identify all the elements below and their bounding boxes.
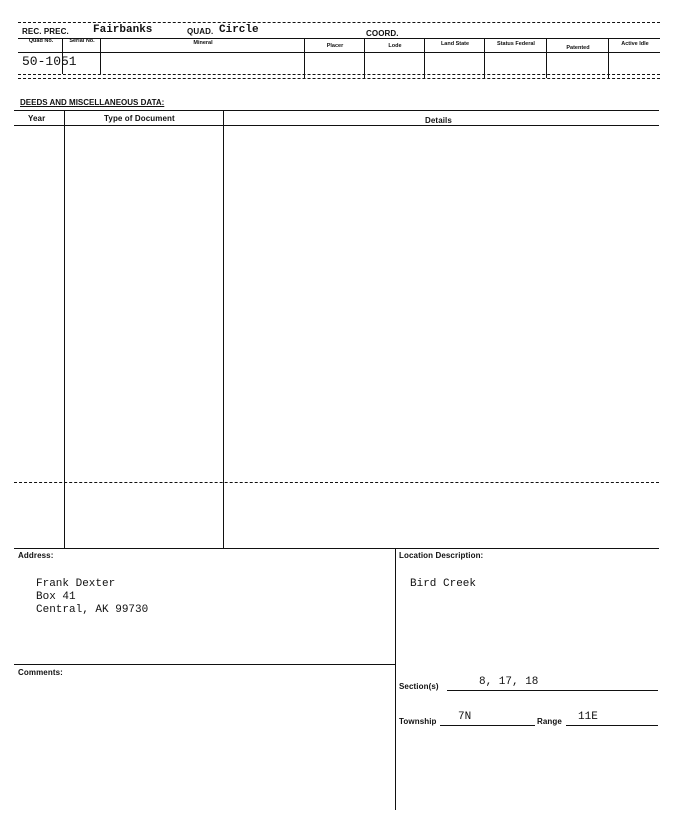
column-header-rule [18, 52, 660, 53]
col-land-state: Land State [440, 41, 470, 47]
township-underline [440, 725, 535, 726]
address-line-3: Central, AK 99730 [36, 604, 149, 616]
col-placer: Placer [326, 43, 344, 49]
range-label: Range [537, 717, 562, 726]
township-value: 7N [458, 711, 472, 723]
top-border [18, 22, 660, 23]
hdr-divider [304, 38, 305, 78]
range-underline [566, 725, 658, 726]
col-quad-no: Quad No. [28, 38, 54, 44]
hdr-divider [608, 38, 609, 78]
address-top-rule [14, 548, 659, 549]
col-active-idle: Active Idle [621, 41, 649, 47]
hdr-divider [484, 38, 485, 78]
hdr-divider [546, 38, 547, 78]
coord-label: COORD. [366, 29, 399, 38]
section-underline [447, 690, 658, 691]
deeds-dashed-rule [14, 482, 659, 483]
col-type-of-document: Type of Document [104, 114, 175, 123]
address-block [36, 578, 148, 617]
col-status-federal: Status Federal [497, 41, 535, 47]
col-lode: Lode [388, 43, 402, 49]
col-details: Details [425, 116, 452, 125]
header-bottom-dashed-2 [18, 78, 660, 79]
quad-value: Circle [219, 24, 259, 36]
col-patented: Patented [566, 45, 590, 51]
township-label: Township [399, 717, 437, 726]
location-description-label: Location Description: [399, 551, 484, 560]
address-line-2: Box 41 [36, 591, 76, 603]
header-rule [18, 38, 660, 39]
location-description-value: Bird Creek [410, 578, 477, 590]
col-year: Year [28, 114, 46, 123]
quad-label: QUAD. [187, 27, 214, 36]
section-value: 8, 17, 18 [479, 676, 539, 688]
rec-prec-label: REC. PREC. [22, 27, 69, 36]
hdr-divider [364, 38, 365, 78]
address-line-1: Frank Dexter [36, 578, 116, 590]
comments-label: Comments: [18, 668, 63, 677]
col-serial-no: Serial No. [69, 38, 95, 44]
rec-prec-value: Fairbanks [93, 24, 153, 36]
quad-number-value: 50-1051 [22, 54, 77, 69]
range-value: 11E [578, 711, 598, 723]
deeds-header-rule [14, 125, 659, 126]
comments-top-rule [14, 664, 395, 665]
address-location-divider [395, 548, 396, 810]
col-mineral: Mineral [193, 40, 213, 46]
deeds-top-rule [14, 110, 659, 111]
header-bottom-dashed [18, 74, 660, 75]
hdr-divider [100, 38, 101, 74]
deeds-section-title: DEEDS AND MISCELLANEOUS DATA: [20, 98, 165, 107]
hdr-divider [424, 38, 425, 78]
section-label: Section(s) [399, 682, 439, 691]
address-label: Address: [18, 551, 54, 560]
